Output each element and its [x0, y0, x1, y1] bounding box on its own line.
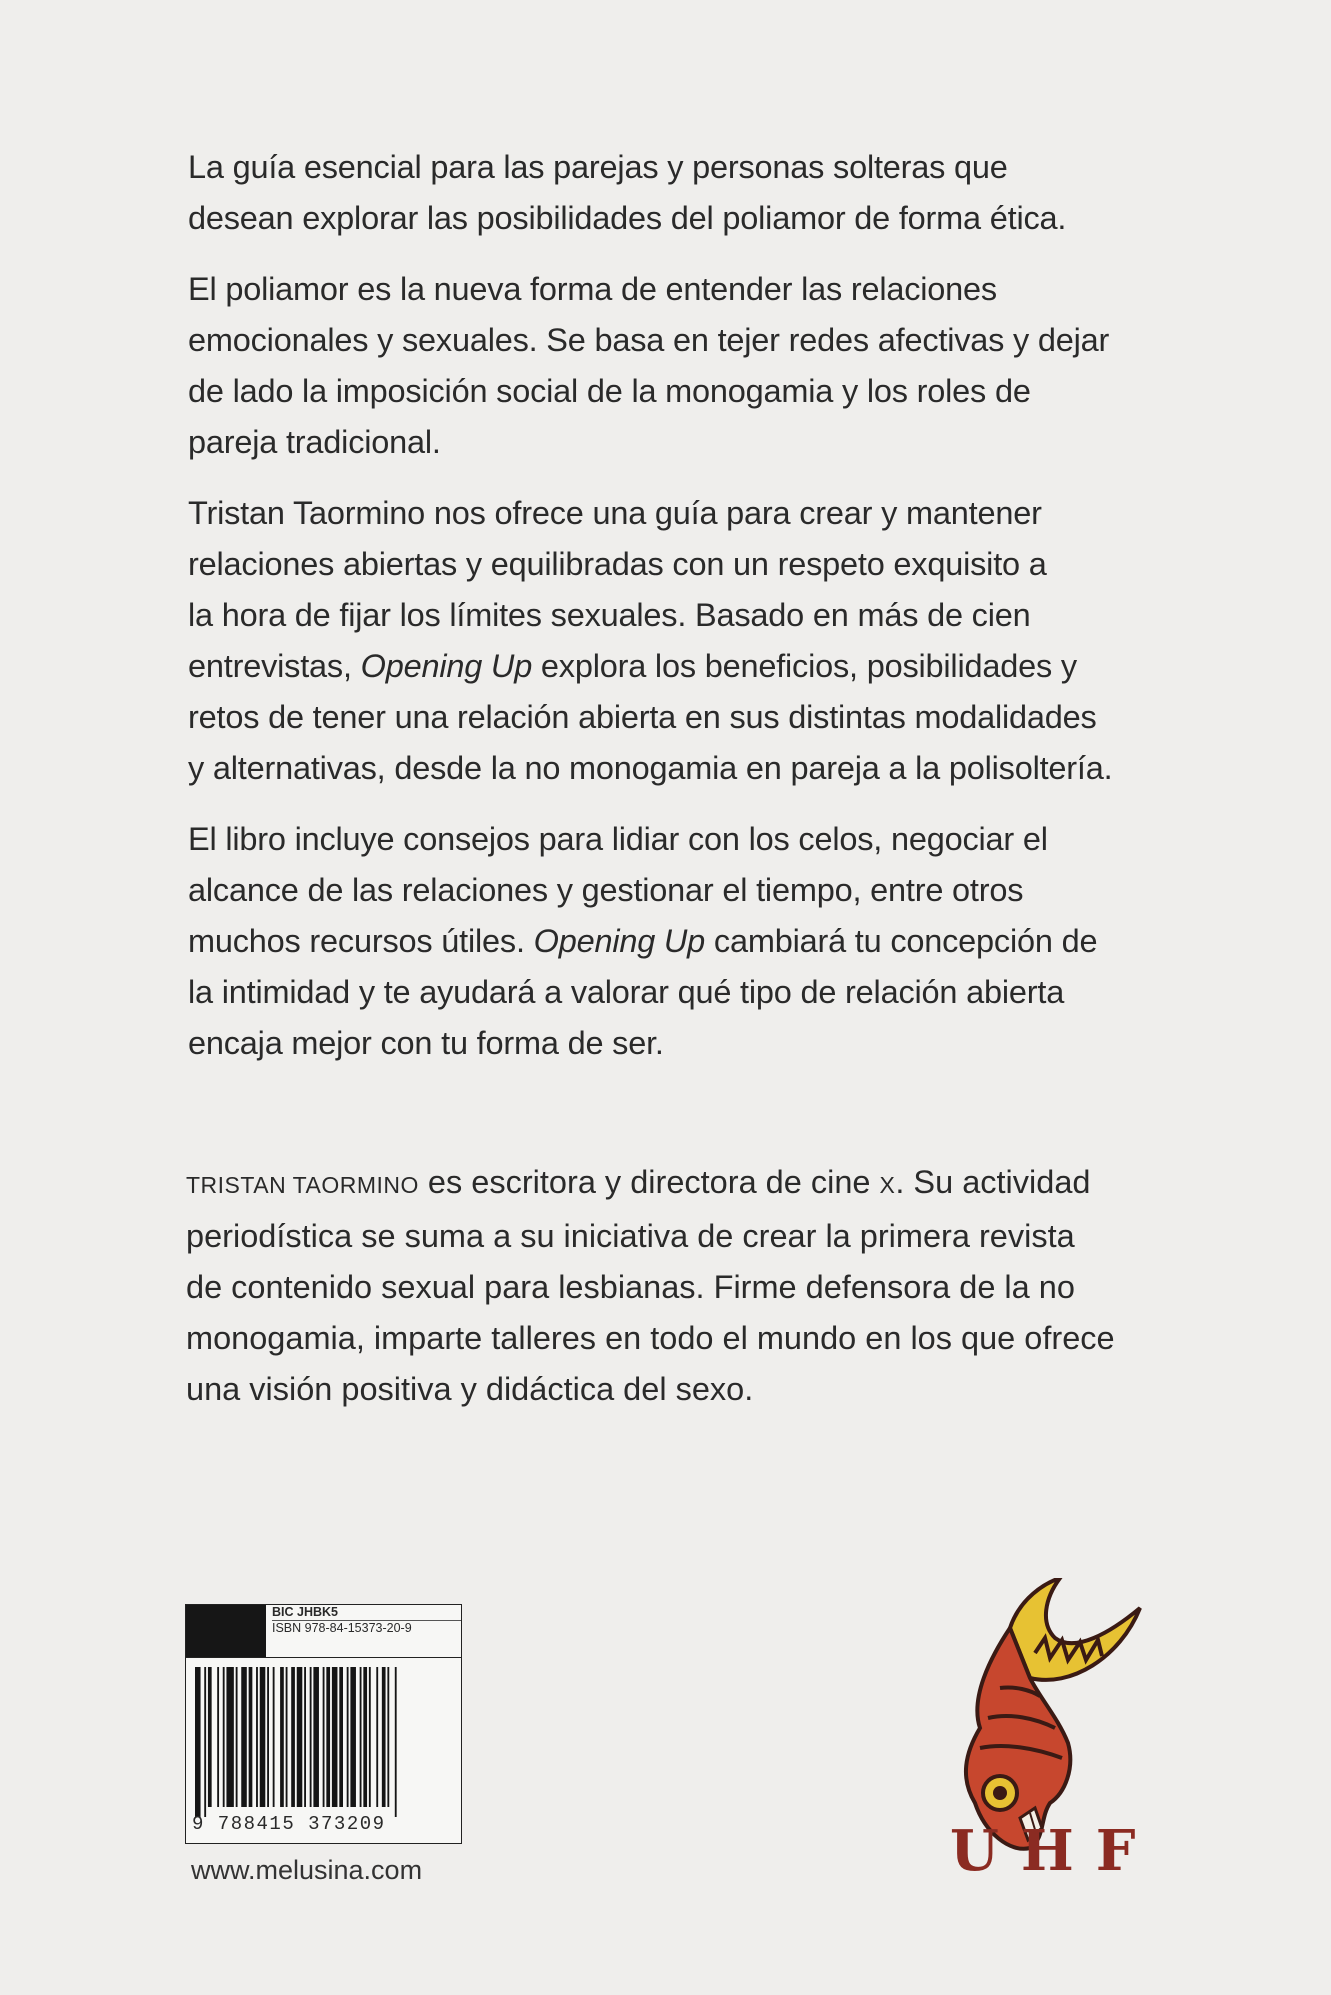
barcode-bar [208, 1667, 212, 1807]
barcode-bar [273, 1667, 275, 1807]
barcode-bar [236, 1667, 238, 1807]
barcode-bar [326, 1667, 330, 1807]
barcode-bar [195, 1667, 201, 1817]
barcode-bar [260, 1667, 266, 1807]
barcode-bar [376, 1667, 378, 1807]
blurb-paragraph-1: La guía esencial para las parejas y personas solteras que desean explorar las posibilidades del poliamor de forma ética. [188, 149, 1067, 236]
barcode-bar [382, 1667, 386, 1807]
barcode-bar [267, 1667, 269, 1807]
barcode-bar [280, 1667, 284, 1807]
barcode-bar [217, 1667, 219, 1807]
isbn-barcode [185, 1604, 462, 1844]
barcode-bar [226, 1667, 233, 1807]
barcode-bar [241, 1667, 247, 1807]
barcode-bar [286, 1667, 288, 1807]
barcode-bar [369, 1667, 371, 1807]
book-title: Opening Up [533, 923, 706, 959]
isbn-number: ISBN 978-84-15373-20-9 [272, 1621, 412, 1635]
barcode-bar [332, 1667, 338, 1807]
barcode-digits: 9 788415 373209 [192, 1813, 386, 1835]
barcode-bar [304, 1667, 306, 1807]
bic-code: BIC JHBK5 [272, 1605, 461, 1621]
barcode-bar [223, 1667, 225, 1807]
barcode-bar [339, 1667, 343, 1807]
barcode-bar [204, 1667, 206, 1817]
barcode-bar [395, 1667, 397, 1817]
blurb [188, 142, 1188, 1069]
barcode-bar [256, 1667, 258, 1807]
blurb-paragraph-4: El libro incluye consejos para lidiar con los celos, negociar el alcance de las relaciones y gestionar el tiempo, entre otros muchos recursos útiles. Opening Up cambiará tu concepción de la intimidad y te ayudará a valorar qué tipo de relación abierta encaja mejor con tu forma de ser. [188, 821, 1098, 1061]
author-name: TRISTAN TAORMINO [186, 1172, 419, 1198]
blurb-paragraph-3: Tristan Taormino nos ofrece una guía para crear y mantener relaciones abiertas y equilibradas con un respeto exquisito a la hora de fijar los límites sexuales. Basado en más de cien entrevistas, Opening Up explora los beneficios, posibilidades y retos de tener una relación abierta en sus distintas modalidades y alternativas, desde la no monogamia en pareja a la polisoltería. [188, 495, 1113, 786]
barcode-bar [310, 1667, 312, 1807]
book-title: Opening Up [360, 648, 533, 684]
author-bio: TRISTAN TAORMINO es escritora y directora de cine X. Su actividad periodística se suma a su iniciativa de crear la primera revista de contenido sexual para lesbianas. Firme defensora de la no monogamia, imparte talleres en todo el mundo en los que ofrece una visión positiva y didáctica del sexo. [186, 1164, 1115, 1407]
barcode-black-block [186, 1605, 266, 1657]
barcode-bar [387, 1667, 389, 1807]
publisher-website: www.melusina.com [191, 1855, 423, 1885]
barcode-bars [195, 1667, 453, 1817]
barcode-bar [323, 1667, 325, 1807]
barcode-bar [363, 1667, 367, 1807]
blurb-paragraph-2: El poliamor es la nueva forma de entender las relaciones emocionales y sexuales. Se basa en tejer redes afectivas y dejar de lado la imposición social de la monogamia y los roles de pareja tradicional. [188, 271, 1110, 460]
barcode-bar [360, 1667, 362, 1807]
barcode-bar [249, 1667, 253, 1807]
barcode-bar [291, 1667, 295, 1807]
barcode-bar [313, 1667, 319, 1807]
barcode-bar [350, 1667, 356, 1807]
publisher-logo-text: UHF [950, 1818, 1158, 1884]
barcode-bar [347, 1667, 349, 1807]
barcode-bar [297, 1667, 303, 1807]
